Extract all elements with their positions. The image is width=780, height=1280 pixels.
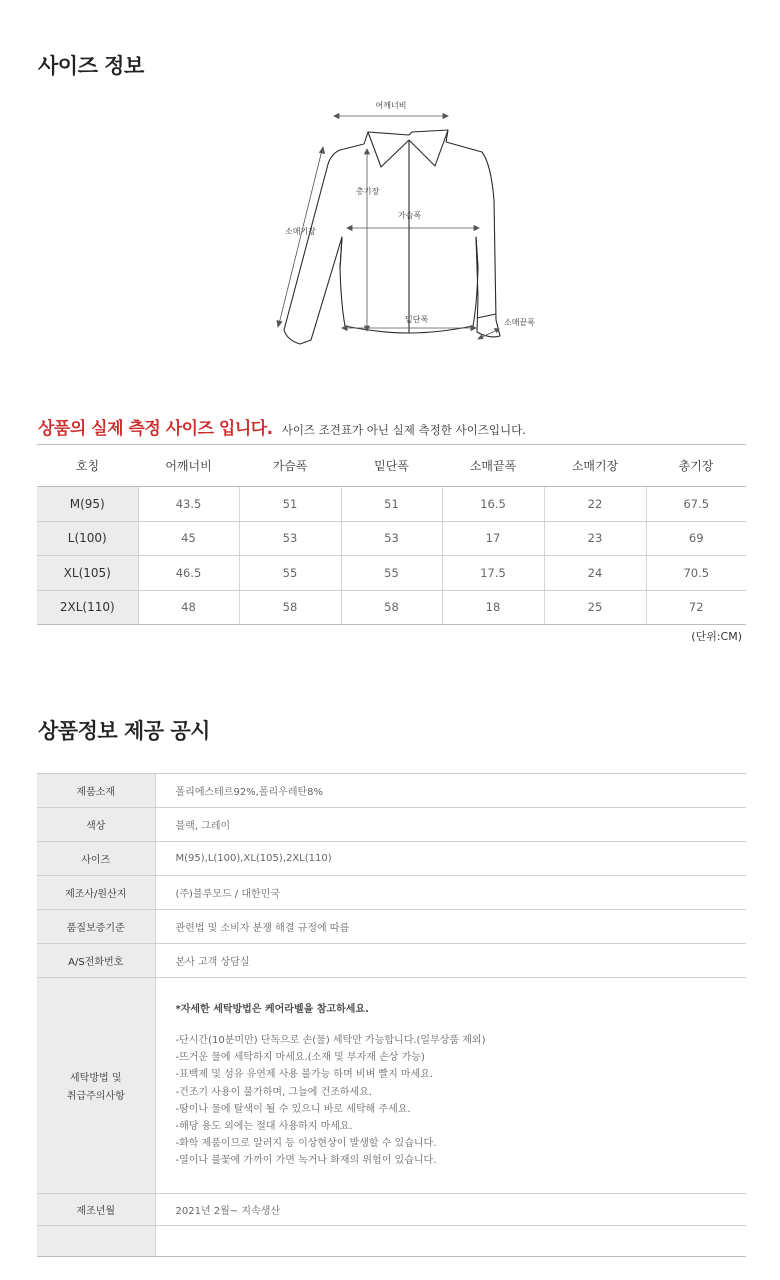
table-cell: 70.5 xyxy=(646,556,746,591)
table-cell: 46.5 xyxy=(138,556,239,591)
care-line: -건조기 사용이 불가하며, 그늘에 건조하세요. xyxy=(175,1086,373,1098)
col-header-sleeve: 소매기장 xyxy=(544,445,646,487)
headline-red: 상품의 실제 측정 사이즈 입니다. xyxy=(38,419,273,439)
table-row xyxy=(37,842,746,876)
table-cell: 51 xyxy=(239,487,341,522)
blank-row xyxy=(37,1226,746,1257)
shirt-outline xyxy=(284,130,500,344)
col-header-length: 총기장 xyxy=(646,445,746,487)
care-line: -표백제 및 섬유 유연제 사용 불가능 하며 비벼 빨지 마세요. xyxy=(175,1069,434,1081)
table-row xyxy=(37,944,746,978)
row-size-label: 2XL(110) xyxy=(37,590,138,625)
unit-note: (단위:CM) xyxy=(691,630,742,643)
table-cell: 22 xyxy=(544,487,646,522)
info-value: M(95),L(100),XL(105),2XL(110) xyxy=(155,842,746,876)
blank-label xyxy=(37,1226,155,1257)
table-cell: 69 xyxy=(646,521,746,556)
product-info-table xyxy=(37,773,746,1257)
table-cell: 67.5 xyxy=(646,487,746,522)
size-info-title: 사이즈 정보 xyxy=(38,54,144,78)
table-cell: 25 xyxy=(544,590,646,625)
care-label-line: 세탁방법 및 xyxy=(70,1073,122,1084)
table-cell: 23 xyxy=(544,521,646,556)
table-cell: 45 xyxy=(138,521,239,556)
info-value: 본사 고객 상담실 xyxy=(155,944,746,978)
col-header-cuff: 소매끝폭 xyxy=(442,445,544,487)
care-line: -뜨거운 물에 세탁하지 마세요.(소재 및 부자재 손상 가능) xyxy=(175,1052,425,1064)
table-cell: 51 xyxy=(341,487,442,522)
headline-note: 사이즈 조견표가 아닌 실제 측정한 사이즈입니다. xyxy=(281,423,526,437)
table-cell: 53 xyxy=(239,521,341,556)
table-row xyxy=(37,808,746,842)
shirt-measurement-diagram xyxy=(270,92,550,357)
care-line: -땀이나 물에 탈색이 될 수 있으니 바로 세탁해 주세요. xyxy=(175,1103,411,1115)
table-row xyxy=(37,910,746,944)
table-cell: 17 xyxy=(442,521,544,556)
label-hem: 밑단폭 xyxy=(405,315,429,324)
table-row xyxy=(37,521,746,556)
col-header-chest: 가슴폭 xyxy=(239,445,341,487)
measurement-headline xyxy=(38,414,526,439)
info-label: 사이즈 xyxy=(37,842,155,876)
label-chest: 가슴폭 xyxy=(398,211,422,220)
table-cell: 53 xyxy=(341,521,442,556)
care-value xyxy=(155,978,746,1194)
table-cell: 17.5 xyxy=(442,556,544,591)
care-line: -해당 용도 외에는 절대 사용하지 마세요. xyxy=(175,1121,353,1133)
table-row xyxy=(37,1194,746,1226)
table-cell: 55 xyxy=(239,556,341,591)
table-cell: 58 xyxy=(239,590,341,625)
table-row xyxy=(37,590,746,625)
care-label xyxy=(37,978,155,1194)
row-size-label: XL(105) xyxy=(37,556,138,591)
info-value: 폴리에스테르92%,폴리우레탄8% xyxy=(155,774,746,808)
info-label: 품질보증기준 xyxy=(37,910,155,944)
col-header-hem: 밑단폭 xyxy=(341,445,442,487)
info-label: A/S전화번호 xyxy=(37,944,155,978)
info-label: 제품소재 xyxy=(37,774,155,808)
label-sleeve-length: 소매기장 xyxy=(285,227,316,236)
table-row xyxy=(37,556,746,591)
table-cell: 18 xyxy=(442,590,544,625)
table-cell: 58 xyxy=(341,590,442,625)
blank-value xyxy=(155,1226,746,1257)
label-length: 총기장 xyxy=(356,187,380,196)
info-label: 제조년월 xyxy=(37,1194,155,1226)
care-note: *자세한 세탁방법은 케어라벨을 참고하세요. xyxy=(175,1004,369,1015)
table-row xyxy=(37,487,746,522)
info-value: (주)블루모드 / 대한민국 xyxy=(155,876,746,910)
info-label: 색상 xyxy=(37,808,155,842)
size-table-header-row xyxy=(37,445,746,487)
info-label: 제조사/원산지 xyxy=(37,876,155,910)
care-line: -단시간(10분미만) 단독으로 손(물) 세탁만 가능합니다.(일부상품 제외) xyxy=(175,1035,486,1046)
label-cuff: 소매끝폭 xyxy=(504,318,535,327)
info-value: 관련법 및 소비자 분쟁 해결 규정에 따름 xyxy=(155,910,746,944)
size-table xyxy=(37,444,746,625)
label-shoulder: 어깨너비 xyxy=(375,101,407,110)
col-header-size: 호칭 xyxy=(37,445,138,487)
care-line: -열이나 불꽃에 가까이 가면 녹거나 화재의 위험이 있습니다. xyxy=(175,1155,437,1167)
row-size-label: M(95) xyxy=(37,487,138,522)
care-line: -화학 제품이므로 알러지 등 이상현상이 발생할 수 있습니다. xyxy=(175,1138,437,1150)
info-value: 2021년 2월~ 지속생산 xyxy=(155,1194,746,1226)
table-cell: 24 xyxy=(544,556,646,591)
table-cell: 72 xyxy=(646,590,746,625)
table-row xyxy=(37,774,746,808)
table-cell: 16.5 xyxy=(442,487,544,522)
care-row xyxy=(37,978,746,1194)
table-cell: 43.5 xyxy=(138,487,239,522)
table-row xyxy=(37,876,746,910)
product-info-title: 상품정보 제공 공시 xyxy=(38,719,210,743)
col-header-shoulder: 어깨너비 xyxy=(138,445,239,487)
info-value: 블랙, 그레이 xyxy=(155,808,746,842)
row-size-label: L(100) xyxy=(37,521,138,556)
table-cell: 55 xyxy=(341,556,442,591)
care-label-line: 취급주의사항 xyxy=(66,1091,125,1102)
table-cell: 48 xyxy=(138,590,239,625)
